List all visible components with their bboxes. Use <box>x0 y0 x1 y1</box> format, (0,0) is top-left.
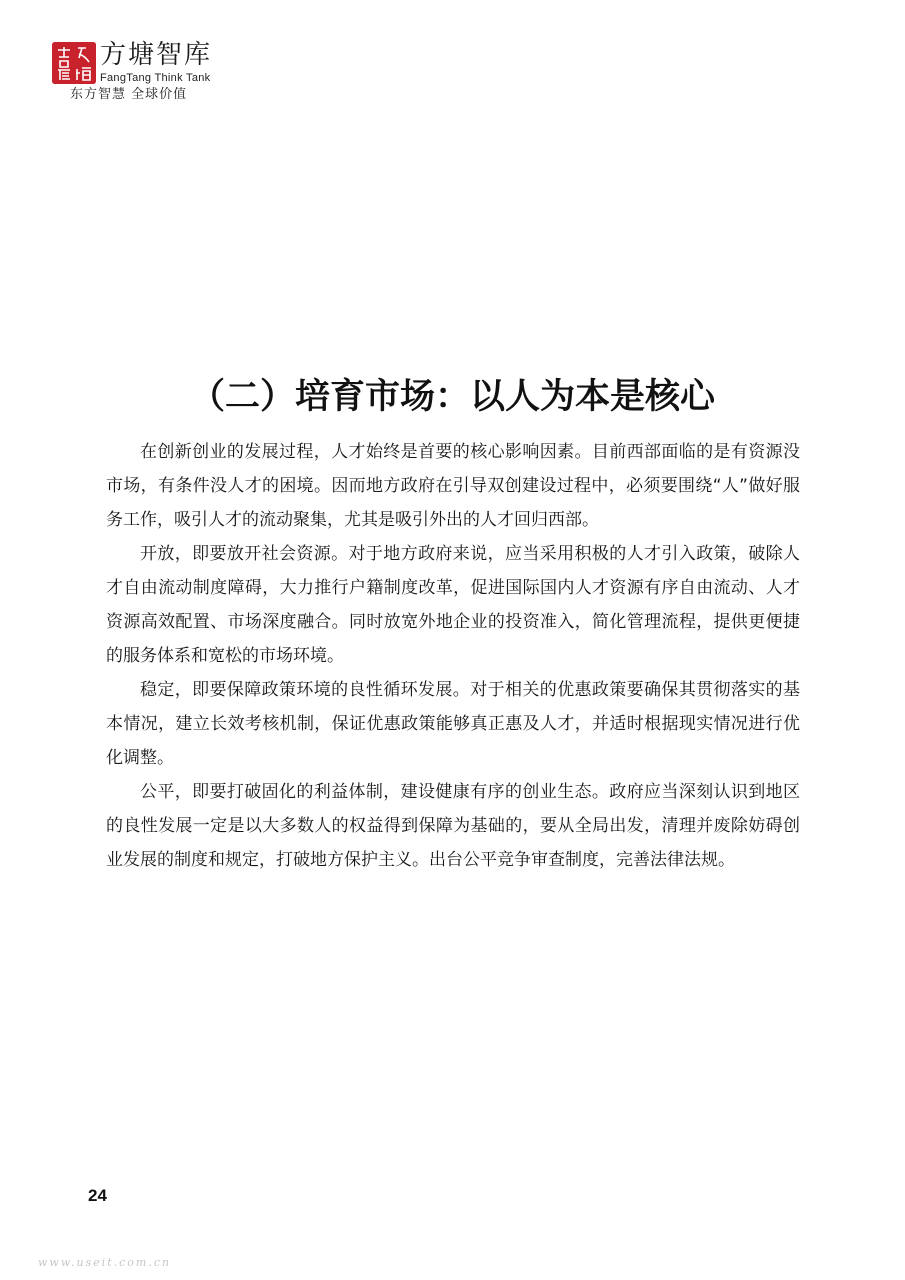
paragraph-1: 在创新创业的发展过程，人才始终是首要的核心影响因素。目前西部面临的是有资源没市场，有条件没人才的困境。因而地方政府在引导双创建设过程中，必须要围绕“人”做好服务工作，吸引人才的流动聚集，尤其是吸引外出的人才回归西部。 <box>106 442 800 530</box>
seal-logo-graphic <box>52 42 96 84</box>
section-title: （二）培育市场：以人为本是核心 <box>189 377 715 418</box>
seal-logo-icon <box>52 42 96 84</box>
body-text <box>106 435 800 877</box>
paragraph-4: 公平，即要打破固化的利益体制，建设健康有序的创业生态。政府应当深刻认识到地区的良性发展一定是以大多数人的权益得到保障为基础的，要从全局出发，清理并废除妨碍创业发展的制度和规定，打破地方保护主义。出台公平竞争审查制度，完善法律法规。 <box>106 782 800 870</box>
watermark: www.useit.com.cn <box>38 1256 172 1269</box>
brand-logo <box>52 42 272 112</box>
logo-english-name: FangTang Think Tank <box>100 72 211 84</box>
logo-slogan: 东方智慧 全球价值 <box>70 87 188 102</box>
paragraph-3: 稳定，即要保障政策环境的良性循环发展。对于相关的优惠政策要确保其贯彻落实的基本情况，建立长效考核机制，保证优惠政策能够真正惠及人才，并适时根据现实情况进行优化调整。 <box>106 680 800 768</box>
page-number: 24 <box>88 1186 107 1205</box>
paragraph-2: 开放，即要放开社会资源。对于地方政府来说，应当采用积极的人才引入政策，破除人才自由流动制度障碍，大力推行户籍制度改革，促进国际国内人才资源有序自由流动、人才资源高效配置、市场深度融合。同时放宽外地企业的投资准入，简化管理流程，提供更便捷的服务体系和宽松的市场环境。 <box>106 544 800 666</box>
logo-name: 方塘智库 <box>100 40 213 70</box>
